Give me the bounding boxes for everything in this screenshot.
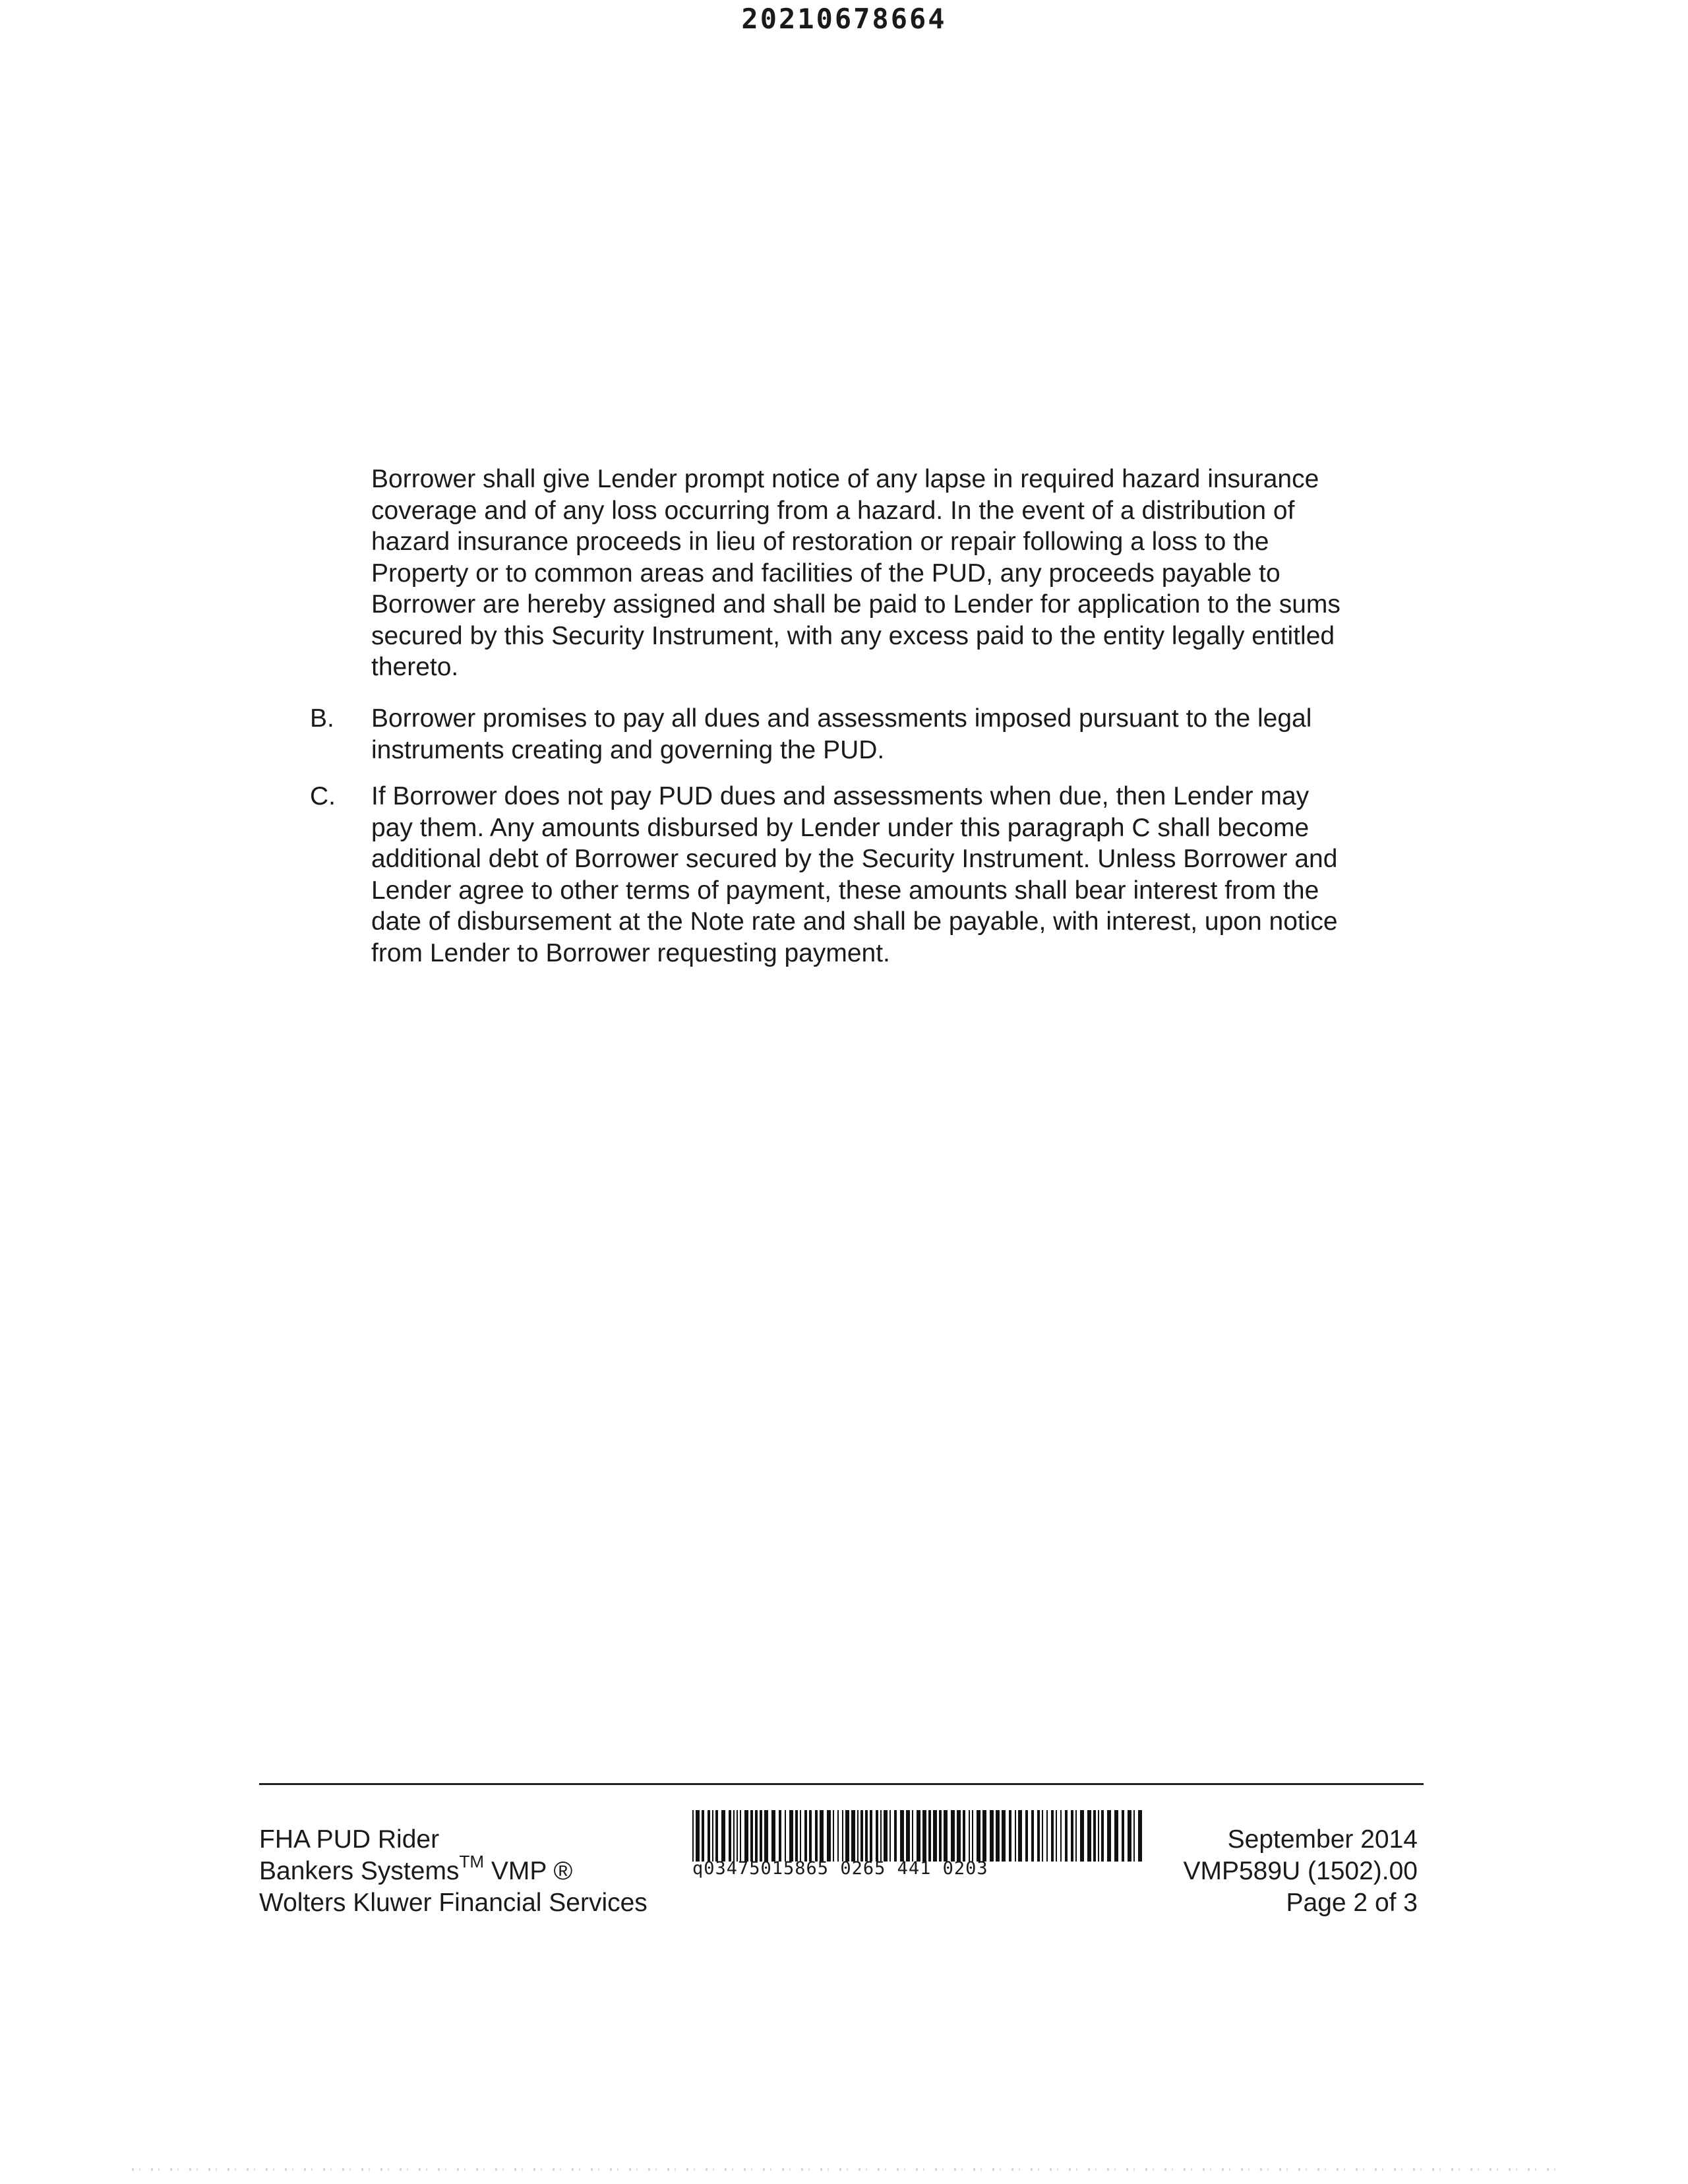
barcode-bar [906, 1810, 910, 1862]
barcode-bar [1101, 1810, 1104, 1862]
barcode-bar [922, 1810, 926, 1862]
barcode-number: q03475015865 0265 441 0203 [692, 1858, 988, 1879]
form-date: September 2014 [1227, 1825, 1418, 1854]
barcode-bar [990, 1810, 994, 1862]
barcode-bar [1046, 1810, 1048, 1862]
barcode-bar [1037, 1810, 1040, 1862]
barcode-bar [870, 1810, 872, 1862]
barcode-bar [1098, 1810, 1099, 1862]
barcode-bar [771, 1810, 775, 1862]
barcode-bar [1087, 1810, 1091, 1862]
barcode-bar [715, 1810, 718, 1862]
item-text: Borrower promises to pay all dues and assessments imposed pursuant to the legal instruments creating and governing the PUD. [371, 704, 1312, 764]
barcode-bar [737, 1810, 738, 1862]
barcode-bar [712, 1810, 713, 1862]
barcode-bar [876, 1810, 878, 1862]
barcode-bar [1080, 1810, 1084, 1862]
trademark-symbol: TM [459, 1852, 484, 1871]
page-number: Page 2 of 3 [1286, 1889, 1418, 1917]
barcode-bar [733, 1810, 735, 1862]
barcode-bar [1060, 1810, 1062, 1862]
barcode-bar [1075, 1810, 1077, 1862]
barcode-bar [1018, 1810, 1022, 1862]
barcode-bar [764, 1810, 768, 1862]
scan-noise [132, 2168, 1556, 2171]
barcode-bar [912, 1810, 913, 1862]
company-name: Wolters Kluwer Financial Services [259, 1889, 648, 1917]
item-text: If Borrower does not pay PUD dues and assessments when due, then Lender may pay them. Any amounts disbursed by Lender under this paragraph C shall become additional debt of Borrower secured by the Security Instrument. Unless Borrower and Lender agree to other terms of payment, these amounts shall bear interest from the date of disbursement at the Note rate and shall be payable, with interest, upon notice from Lender to Borrower requesting payment. [371, 782, 1338, 967]
barcode-bar [785, 1810, 786, 1862]
barcode-graphic [692, 1810, 1144, 1862]
barcode-bar [1065, 1810, 1068, 1862]
barcode-bar [865, 1810, 868, 1862]
barcode-bar [972, 1810, 973, 1862]
barcode-bar [696, 1810, 700, 1862]
barcode-bar [963, 1810, 965, 1862]
footer-left [259, 1824, 648, 1919]
barcode-bar [900, 1810, 904, 1862]
barcode-bar [692, 1810, 694, 1862]
barcode-bar [889, 1810, 891, 1862]
barcode-bar [944, 1810, 948, 1862]
barcode-bar [721, 1810, 725, 1862]
barcode-bar [1031, 1810, 1034, 1862]
barcode-bar [789, 1810, 793, 1862]
barcode-bar [1128, 1810, 1131, 1862]
barcode-bar [1071, 1810, 1073, 1862]
barcode-bar [951, 1810, 955, 1862]
barcode-bar [1009, 1810, 1011, 1862]
barcode-bar [744, 1810, 748, 1862]
barcode-bar [837, 1810, 839, 1862]
publisher-name: Bankers Systems [259, 1857, 460, 1885]
document-number: 20210678664 [741, 3, 947, 35]
barcode-bar [969, 1810, 970, 1862]
barcode-bar [884, 1810, 888, 1862]
barcode-bar [820, 1810, 824, 1862]
barcode-bar [939, 1810, 942, 1862]
barcode-bar [982, 1810, 986, 1862]
barcode-bar [928, 1810, 931, 1862]
barcode-bar [1042, 1810, 1043, 1862]
item-letter: B. [310, 704, 334, 733]
barcode-bar [842, 1810, 843, 1862]
barcode-bar [702, 1810, 704, 1862]
barcode-bar [804, 1810, 807, 1862]
form-name: FHA PUD Rider [259, 1825, 440, 1854]
barcode-bar [957, 1810, 961, 1862]
barcode-bar [779, 1810, 781, 1862]
footer-divider [259, 1783, 1424, 1785]
barcode-bar [917, 1810, 920, 1862]
publisher-line [259, 1852, 648, 1887]
barcode-bar [1051, 1810, 1054, 1862]
barcode-bar [894, 1810, 897, 1862]
barcode-bar [740, 1810, 741, 1862]
barcode-bar [1138, 1810, 1142, 1862]
barcode-bar [1107, 1810, 1111, 1862]
barcode-bar [760, 1810, 762, 1862]
barcode-bar [1093, 1810, 1096, 1862]
barcode-bar [880, 1810, 882, 1862]
barcode-bar [933, 1810, 937, 1862]
footer-right [1183, 1824, 1418, 1919]
barcode-bar [1133, 1810, 1135, 1862]
barcode-bar [729, 1810, 731, 1862]
item-letter: C. [310, 782, 336, 810]
barcode-bar [809, 1810, 812, 1862]
barcode-bar [827, 1810, 831, 1862]
barcode-bar [851, 1810, 855, 1862]
barcode-bar [1002, 1810, 1006, 1862]
barcode-bar [845, 1810, 849, 1862]
barcode-bar [1025, 1810, 1028, 1862]
product-name: VMP ® [491, 1857, 573, 1885]
barcode-bar [996, 1810, 1000, 1862]
paragraph-a: Borrower shall give Lender prompt notice of any lapse in required hazard insurance coverage and of any loss occurring from a hazard. In the event of a distribution of hazard insurance proceeds in lieu of restoration or repair following a loss to the Property or to common areas and facilities of the PUD, any proceeds payable to Borrower are hereby assigned and shall be paid to Lender for application to the sums secured by this Security Instrument, with any excess paid to the entity legally entitled thereto. [371, 465, 1341, 681]
barcode-bar [755, 1810, 758, 1862]
barcode-bar [815, 1810, 818, 1862]
barcode-bar [857, 1810, 859, 1862]
barcode-bar [1114, 1810, 1118, 1862]
barcode-bar [1056, 1810, 1057, 1862]
form-code: VMP589U (1502).00 [1183, 1857, 1418, 1885]
barcode-bar [1015, 1810, 1016, 1862]
barcode-bar [977, 1810, 980, 1862]
barcode-bar [860, 1810, 863, 1862]
barcode-bar [1122, 1810, 1124, 1862]
barcode-bar [795, 1810, 798, 1862]
barcode-bar [708, 1810, 710, 1862]
barcode-bar [833, 1810, 834, 1862]
barcode-bar [800, 1810, 801, 1862]
barcode-bar [750, 1810, 753, 1862]
